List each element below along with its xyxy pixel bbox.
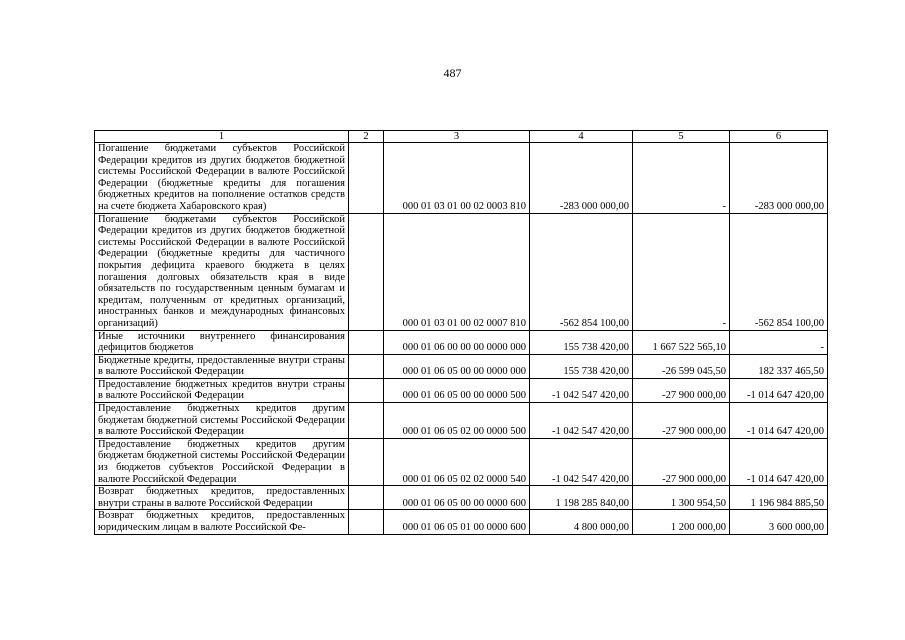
- row-column-4-value: 155 738 420,00: [530, 330, 633, 354]
- table-row: [95, 213, 828, 330]
- table-row: [95, 403, 828, 439]
- page-number: 487: [443, 66, 462, 80]
- row-column-4-value: 1 198 285 840,00: [530, 486, 633, 510]
- row-column-5-value: -27 900 000,00: [633, 378, 730, 402]
- row-column-2-cell: [349, 354, 384, 378]
- row-column-6-value: -1 014 647 420,00: [730, 403, 828, 439]
- row-column-6-value: -: [730, 330, 828, 354]
- row-column-5-value: -27 900 000,00: [633, 403, 730, 439]
- row-column-2-cell: [349, 510, 384, 534]
- table-row: [95, 486, 828, 510]
- row-name-cell: Предоставление бюджетных кредитов другим бюджетам бюджетной системы Российской Федерации из бюджетов субъектов Российской Федерации в валюте Российской Федерации: [95, 438, 349, 485]
- row-name-cell: Иные источники внутреннего финансирования дефицитов бюджетов: [95, 330, 349, 354]
- column-header: 2: [349, 131, 384, 143]
- row-column-6-value: 3 600 000,00: [730, 510, 828, 534]
- row-name-cell: Бюджетные кредиты, предоставленные внутри страны в валюте Российской Федерации: [95, 354, 349, 378]
- table-row: [95, 354, 828, 378]
- row-code-cell: 000 01 06 05 01 00 0000 600: [384, 510, 530, 534]
- row-column-4-value: -562 854 100,00: [530, 213, 633, 330]
- column-header: 5: [633, 131, 730, 143]
- column-header: 6: [730, 131, 828, 143]
- row-name-cell: Предоставление бюджетных кредитов другим бюджетам бюджетной системы Российской Федерации в валюте Российской Федерации: [95, 403, 349, 439]
- row-column-5-value: 1 300 954,50: [633, 486, 730, 510]
- row-column-5-value: 1 667 522 565,10: [633, 330, 730, 354]
- row-column-4-value: -1 042 547 420,00: [530, 438, 633, 485]
- row-column-6-value: 1 196 984 885,50: [730, 486, 828, 510]
- row-column-6-value: -1 014 647 420,00: [730, 378, 828, 402]
- row-column-2-cell: [349, 330, 384, 354]
- row-column-4-value: -283 000 000,00: [530, 143, 633, 214]
- table-row: [95, 143, 828, 214]
- row-code-cell: 000 01 03 01 00 02 0007 810: [384, 213, 530, 330]
- table-header-row: [95, 131, 828, 143]
- row-column-6-value: -562 854 100,00: [730, 213, 828, 330]
- row-column-2-cell: [349, 438, 384, 485]
- row-column-6-value: -1 014 647 420,00: [730, 438, 828, 485]
- row-column-4-value: 4 800 000,00: [530, 510, 633, 534]
- table-row: [95, 330, 828, 354]
- row-code-cell: 000 01 06 05 00 00 0000 500: [384, 378, 530, 402]
- row-column-5-value: -26 599 045,50: [633, 354, 730, 378]
- row-column-2-cell: [349, 378, 384, 402]
- row-name-cell: Погашение бюджетами субъектов Российской Федерации кредитов из других бюджетов бюджетной системы Российской Федерации в валюте Российской Федерации (бюджетные кредиты для частичного покрытия дефицита краевого бюджета в целях погашения долговых обязательств края в виде обязательств по государственным ценным бумагам и кредитам, полученным от кредитных организаций, иностранных банков и международных финансовых организаций): [95, 213, 349, 330]
- column-header: 4: [530, 131, 633, 143]
- row-code-cell: 000 01 06 05 02 00 0000 500: [384, 403, 530, 439]
- row-column-6-value: 182 337 465,50: [730, 354, 828, 378]
- table-row: [95, 378, 828, 402]
- budget-sources-table: [94, 130, 828, 535]
- row-code-cell: 000 01 06 05 00 00 0000 600: [384, 486, 530, 510]
- row-column-2-cell: [349, 486, 384, 510]
- row-column-2-cell: [349, 213, 384, 330]
- table-row: [95, 510, 828, 534]
- row-code-cell: 000 01 06 05 02 02 0000 540: [384, 438, 530, 485]
- table-row: [95, 438, 828, 485]
- row-name-cell: Погашение бюджетами субъектов Российской Федерации кредитов из других бюджетов бюджетной системы Российской Федерации в валюте Российской Федерации (бюджетные кредиты для погашения бюджетных кредитов на пополнение остатков средств на счете бюджета Хабаровского края): [95, 143, 349, 214]
- row-column-2-cell: [349, 403, 384, 439]
- row-name-cell: Предоставление бюджетных кредитов внутри страны в валюте Российской Федерации: [95, 378, 349, 402]
- row-column-5-value: -: [633, 143, 730, 214]
- row-column-4-value: -1 042 547 420,00: [530, 378, 633, 402]
- row-code-cell: 000 01 06 05 00 00 0000 000: [384, 354, 530, 378]
- row-column-4-value: 155 738 420,00: [530, 354, 633, 378]
- column-header: 3: [384, 131, 530, 143]
- row-code-cell: 000 01 03 01 00 02 0003 810: [384, 143, 530, 214]
- row-column-2-cell: [349, 143, 384, 214]
- row-column-6-value: -283 000 000,00: [730, 143, 828, 214]
- row-name-cell: Возврат бюджетных кредитов, предоставленных юридическим лицам в валюте Российской Фе-: [95, 510, 349, 534]
- row-column-5-value: 1 200 000,00: [633, 510, 730, 534]
- column-header: 1: [95, 131, 349, 143]
- row-column-5-value: -27 900 000,00: [633, 438, 730, 485]
- row-name-cell: Возврат бюджетных кредитов, предоставленных внутри страны в валюте Российской Федерации: [95, 486, 349, 510]
- row-column-4-value: -1 042 547 420,00: [530, 403, 633, 439]
- row-code-cell: 000 01 06 00 00 00 0000 000: [384, 330, 530, 354]
- row-column-5-value: -: [633, 213, 730, 330]
